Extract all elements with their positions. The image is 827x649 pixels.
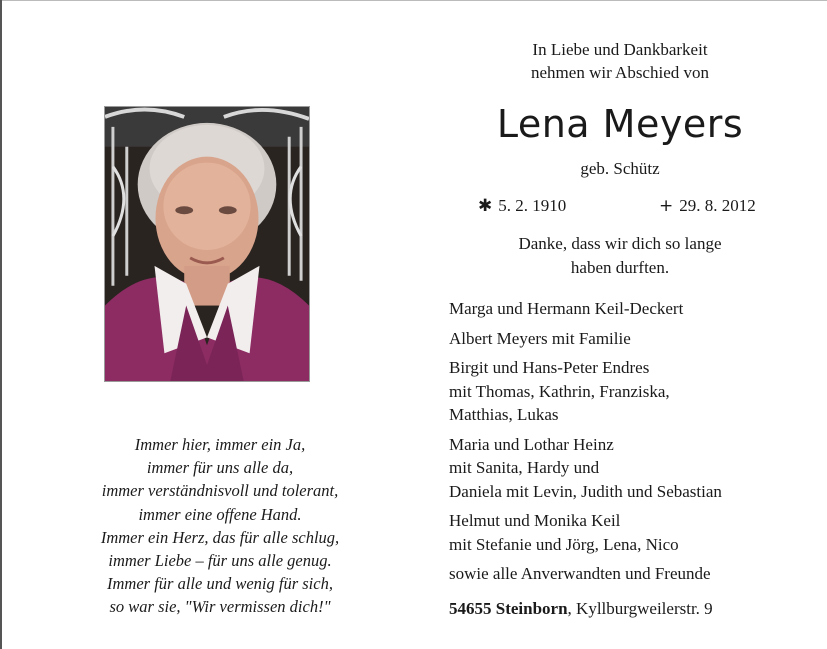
poem-line: immer verständnisvoll und tolerant, bbox=[101, 481, 339, 501]
death-cross-icon: + bbox=[659, 196, 674, 216]
death-date-value: 29. 8. 2012 bbox=[679, 196, 756, 215]
thanks-line: Danke, dass wir dich so lange bbox=[518, 234, 722, 253]
address-city: 54655 Steinborn bbox=[449, 599, 568, 618]
family-address bbox=[449, 598, 713, 620]
mourner-line: Birgit und Hans-Peter Endres bbox=[449, 358, 650, 377]
address-street: , Kyllburgweilerstr. 9 bbox=[567, 599, 713, 618]
mourner-group bbox=[449, 297, 819, 321]
poem-line: Immer hier, immer ein Ja, bbox=[134, 435, 306, 454]
thanks-text bbox=[460, 232, 780, 279]
mourner-line: Marga und Hermann Keil-Deckert bbox=[449, 299, 684, 318]
birth-date bbox=[478, 195, 566, 217]
mourner-line: mit Thomas, Kathrin, Franziska, bbox=[449, 381, 670, 401]
left-border bbox=[0, 0, 2, 649]
poem-line: Immer ein Herz, das für alle schlug, bbox=[100, 527, 340, 547]
poem-line: immer für uns alle da, bbox=[146, 458, 294, 478]
birth-date-value: 5. 2. 1910 bbox=[498, 196, 567, 215]
poem-line: Immer für alle und wenig für sich, bbox=[107, 574, 333, 594]
intro-text bbox=[460, 38, 780, 84]
mourner-line: mit Stefanie und Jörg, Lena, Nico bbox=[449, 534, 679, 554]
intro-line: nehmen wir Abschied von bbox=[531, 63, 709, 82]
poem-line: so war sie, "Wir vermissen dich!" bbox=[109, 597, 331, 617]
mourner-group bbox=[449, 509, 819, 556]
mourner-line: mit Sanita, Hardy und bbox=[449, 458, 600, 477]
mourner-line: Albert Meyers mit Familie bbox=[449, 328, 631, 348]
mourner-group bbox=[449, 327, 819, 351]
mourner-group bbox=[449, 562, 819, 586]
poem bbox=[30, 433, 410, 619]
mourner-line: Matthias, Lukas bbox=[449, 405, 559, 424]
mourner-line: Maria und Lothar Heinz bbox=[449, 434, 614, 454]
death-date bbox=[659, 195, 756, 217]
top-border bbox=[0, 0, 827, 1]
deceased-name: Lena Meyers bbox=[496, 102, 744, 146]
mourner-line: Helmut und Monika Keil bbox=[449, 511, 621, 530]
poem-line: immer eine offene Hand. bbox=[138, 504, 302, 524]
birth-star-icon: ✱ bbox=[478, 196, 493, 216]
poem-line: immer Liebe – für uns alle genug. bbox=[108, 551, 332, 571]
thanks-line: haben durften. bbox=[570, 257, 670, 277]
mourner-line: Daniela mit Levin, Judith und Sebastian bbox=[449, 481, 722, 501]
mourners-list bbox=[449, 297, 819, 592]
intro-line: In Liebe und Dankbarkeit bbox=[532, 40, 708, 59]
mourner-group bbox=[449, 433, 819, 504]
mourner-group bbox=[449, 356, 819, 427]
birth-name: geb. Schütz bbox=[580, 159, 660, 178]
mourner-line: sowie alle Anverwandten und Freunde bbox=[449, 564, 711, 583]
portrait-photo bbox=[104, 106, 310, 382]
